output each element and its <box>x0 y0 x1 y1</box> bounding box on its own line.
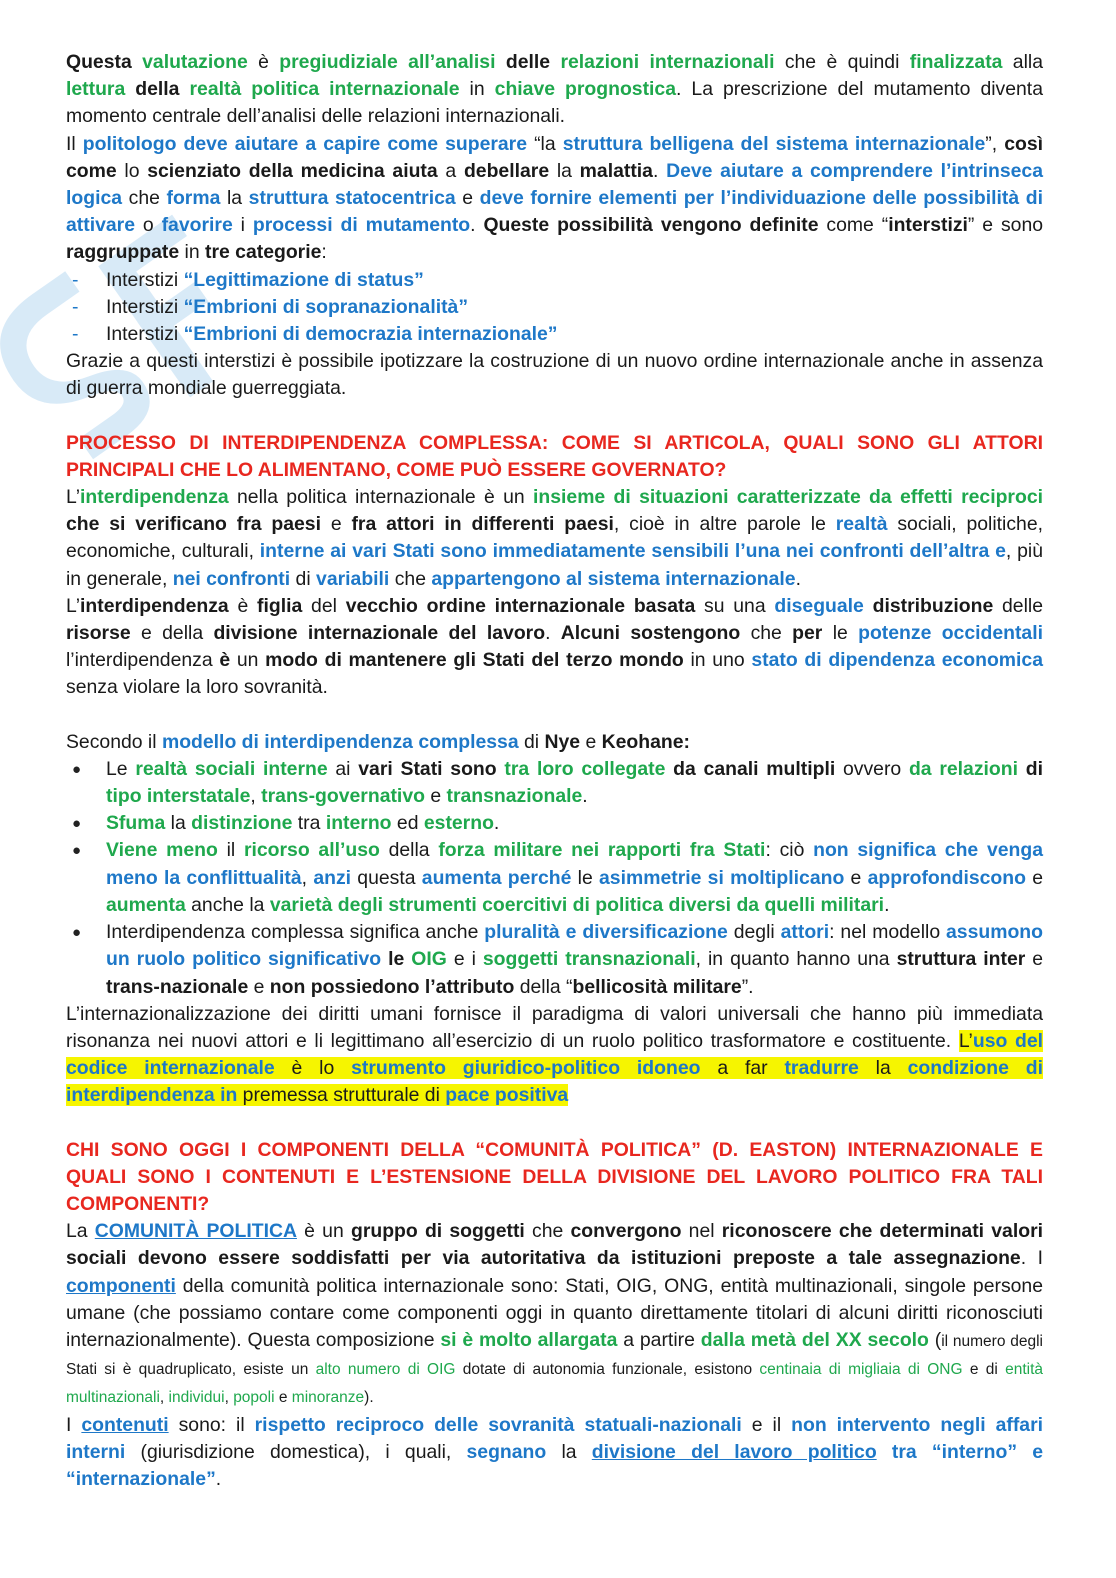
text-run: forma <box>166 187 221 210</box>
text-run: interne ai vari Stati sono immediatamente sensibili l’una nei confronti dell’altra e <box>259 540 1006 563</box>
text-run: rispetto reciproco delle sovranità statuali-nazionali <box>254 1413 742 1436</box>
text-run: pluralità e diversificazione <box>484 921 728 944</box>
text-run: “Embrioni di sopranazionalità” <box>183 295 469 318</box>
text-run: “Embrioni di democrazia internazionale” <box>183 323 558 346</box>
text-run: sono: il <box>168 1413 255 1436</box>
text-run: Alcuni sostengono <box>560 622 741 645</box>
text-run: non significa che venga meno la conflittualità <box>106 839 1043 889</box>
text-run: vari Stati sono <box>358 757 497 780</box>
text-run: OIG <box>411 948 447 971</box>
text-run: approfondiscono <box>867 866 1026 889</box>
text-run: , cioè in altre parole le <box>613 513 836 536</box>
text-run: varietà degli strumenti coercitivi di politica diversi da quelli militari <box>269 893 885 916</box>
text-run: e <box>1025 948 1044 971</box>
text-run: contenuti <box>81 1413 169 1436</box>
text-run: Le <box>106 757 136 780</box>
text-run: relazioni internazionali <box>560 51 775 73</box>
text-run: l’interdipendenza <box>66 649 220 672</box>
text-run: . <box>795 567 801 590</box>
text-run: L’ <box>66 486 81 509</box>
text-run: centinaia di migliaia di ONG <box>759 1361 963 1379</box>
text-run: ”, <box>985 132 1005 155</box>
text-run: ricorso all’uso <box>243 839 380 862</box>
text-run: . <box>545 622 561 645</box>
text-run: tradurre <box>784 1057 859 1080</box>
text-run: tipo interstatale <box>106 785 251 808</box>
text-run <box>877 1441 892 1463</box>
paragraph-grazie: Grazie a questi interstizi è possibile ipotizzare la costruzione di un nuovo ordine internazionale anche in assenza di guerra mondiale guerreggiata. <box>66 350 1043 400</box>
text-run: , più in generale, <box>66 540 1044 590</box>
text-run: “la <box>527 132 563 155</box>
text-run: che <box>122 187 167 210</box>
text-run: così come <box>66 132 1043 182</box>
text-run: di <box>290 567 317 590</box>
text-run: e il <box>741 1413 792 1436</box>
text-run: . <box>884 893 890 916</box>
text-run: della comunità politica internazionale sono: Stati, OIG, ONG, entità multinazionali, singole persone umane (che possiamo contare come componenti oggi in quanto direttamente titolari di alcuni diritti riconosciuti internazionalmente). Questa composizione <box>66 1274 1043 1351</box>
text-run: L’ <box>958 1029 973 1052</box>
text-run: modello di interdipendenza complessa <box>161 730 519 753</box>
text-run: aumenta perché <box>421 866 572 889</box>
text-run: Interstizi <box>106 268 184 291</box>
text-run: Queste possibilità vengono definite <box>483 214 819 237</box>
list-item <box>66 294 1043 321</box>
text-run: del <box>302 594 346 617</box>
text-run: minoranze <box>291 1389 365 1407</box>
text-run: segnano <box>466 1440 547 1463</box>
text-run: è <box>219 649 231 672</box>
text-run: questa <box>351 866 422 889</box>
text-run: è lo <box>274 1057 352 1080</box>
text-run <box>550 51 560 73</box>
text-run: che è quindi <box>774 51 910 73</box>
text-run: tra “interno” e “internazionale” <box>66 1440 1044 1490</box>
text-run: a far <box>700 1057 785 1080</box>
text-run: aumenta <box>106 893 186 916</box>
paragraph-interdipendenza-definizione <box>66 484 1043 593</box>
text-run <box>179 78 189 100</box>
text-run: alto numero di OIG <box>315 1361 456 1379</box>
paragraph-valutazione <box>66 49 1043 131</box>
text-run: della <box>379 839 439 862</box>
text-run: Deve aiutare a comprendere l’intrinseca logica <box>66 159 1043 210</box>
text-run: diseguale <box>774 594 864 617</box>
text-run: (giurisdizione domestica), i quali, <box>125 1440 467 1463</box>
text-run: i <box>232 214 253 237</box>
text-run: Questa <box>66 51 132 73</box>
text-run: , <box>159 1389 169 1407</box>
text-run: e <box>455 187 480 210</box>
text-run: entità multinazionali <box>66 1361 1043 1407</box>
text-run: risorse <box>66 622 131 645</box>
text-run: in uno <box>683 649 752 672</box>
text-run: ”. <box>741 975 754 998</box>
text-run: il <box>217 839 244 862</box>
text-run: le <box>388 948 405 971</box>
text-run: in <box>459 78 495 101</box>
text-run: gruppo di soggetti <box>350 1220 525 1243</box>
text-run: ). <box>364 1389 374 1407</box>
text-run: pregiudiziale all’analisi <box>279 51 496 73</box>
text-run: realtà politica internazionale <box>189 78 460 101</box>
list-item <box>66 267 1043 294</box>
text-run: a partire <box>617 1328 701 1351</box>
text-run: che <box>740 622 793 645</box>
text-run: potenze occidentali <box>858 622 1043 645</box>
text-run: realtà sociali interne <box>135 757 328 780</box>
text-run: trans-governativo <box>261 785 425 808</box>
text-run: . <box>470 214 484 237</box>
text-run: attori <box>780 921 830 944</box>
text-run: trans-nazionale <box>106 975 249 998</box>
text-run: divisione del lavoro politico <box>591 1440 877 1463</box>
text-run: Nye <box>544 730 581 753</box>
text-run: un <box>230 649 266 672</box>
text-run: il numero degli Stati si è quadruplicato, esiste un <box>66 1332 1043 1379</box>
text-run: : ciò <box>765 839 814 862</box>
text-run: le <box>822 622 859 645</box>
text-run: , <box>250 785 262 808</box>
text-run: raggruppate <box>66 241 180 264</box>
text-run: in <box>179 241 205 264</box>
heading-comunita-politica: CHI SONO OGGI I COMPONENTI DELLA “COMUNITÀ POLITICA” (D. EASTON) INTERNAZIONALE E QUALI SONO I CONTENUTI E L’ESTENSIONE DELLA DIVISIONE DEL LAVORO POLITICO FRA TALI COMPONENTI? <box>66 1138 1043 1215</box>
text-run: nel <box>681 1220 722 1243</box>
text-run: . La prescrizione del mutamento diventa momento centrale dell’analisi delle relazioni internazionali. <box>66 78 1043 128</box>
text-run: appartengono al sistema internazionale <box>431 567 796 590</box>
text-run: la <box>858 1057 908 1080</box>
text-run: lettura <box>66 78 126 101</box>
text-run: realtà <box>835 513 888 536</box>
text-run: per <box>792 622 823 645</box>
text-run: e <box>580 730 602 753</box>
text-run: e <box>320 513 352 536</box>
text-run: popoli <box>233 1389 275 1407</box>
text-run: transnazionale <box>446 785 583 808</box>
text-run: valutazione <box>142 51 248 73</box>
text-run <box>864 595 873 617</box>
paragraph-interdipendenza-figlia <box>66 593 1043 702</box>
text-run: non intervento negli affari interni <box>66 1413 1044 1463</box>
text-run: tra <box>292 812 326 835</box>
text-run: Secondo il <box>66 730 162 753</box>
text-run: distinzione <box>191 812 293 835</box>
text-run: che si verificano fra paesi <box>66 513 321 536</box>
text-run: La <box>66 1220 95 1243</box>
text-run: sociali, politiche, economiche, culturali, <box>66 513 1044 563</box>
text-run: favorire <box>161 214 233 237</box>
text-run: nella politica internazionale è un <box>228 486 533 509</box>
text-run: delle <box>505 51 551 73</box>
text-run: . <box>582 785 588 808</box>
text-run: fra attori in differenti paesi <box>351 513 614 536</box>
text-run: e di <box>962 1361 1006 1379</box>
text-run: COMUNITÀ POLITICA <box>94 1220 297 1243</box>
text-run: “Legittimazione di status” <box>183 268 424 291</box>
text-run: soggetti transnazionali <box>482 948 696 971</box>
text-run: insieme di situazioni caratterizzate da effetti reciproci <box>533 486 1043 509</box>
text-run: ” e sono <box>967 214 1044 237</box>
text-run: che <box>524 1220 571 1243</box>
text-run: distribuzione <box>872 594 994 617</box>
text-run: condizione di interdipendenza in <box>66 1057 1043 1107</box>
text-run: Viene meno <box>106 839 218 862</box>
list-item <box>66 837 1043 919</box>
text-run: individui <box>168 1389 225 1407</box>
paragraph-comunita-politica <box>66 1218 1043 1411</box>
text-run: dotate di autonomia funzionale, esistono <box>455 1361 760 1379</box>
text-run: Interstizi <box>106 295 184 318</box>
text-run: interstizi <box>888 214 968 237</box>
text-run: scienziato della medicina aiuta <box>147 159 438 182</box>
document-page <box>66 49 1043 1493</box>
paragraph-politologo <box>66 131 1043 267</box>
list-item <box>66 810 1043 837</box>
text-run: L’ <box>66 594 81 617</box>
text-run: interdipendenza <box>80 486 229 509</box>
text-run: : <box>321 241 327 264</box>
text-run: la <box>165 812 192 835</box>
text-run: forza militare nei rapporti fra Stati <box>438 839 766 862</box>
text-run: Sfuma <box>106 812 166 835</box>
text-run: anzi <box>313 866 352 889</box>
text-run: politologo deve aiutare a capire come superare <box>82 132 528 155</box>
text-run: pace positiva <box>445 1084 569 1107</box>
text-run: . <box>215 1467 222 1490</box>
spacer <box>66 1110 1043 1137</box>
text-run: e <box>248 975 270 998</box>
text-run: processi di mutamento <box>252 214 471 237</box>
text-run: asimmetrie si moltiplicano <box>599 866 845 889</box>
text-run: e <box>844 866 868 889</box>
text-run: ovvero <box>835 757 909 780</box>
text-run: , in quanto hanno una <box>695 948 897 971</box>
text-run: senza violare la loro sovranità. <box>66 676 328 699</box>
modello-bullet-list <box>66 756 1043 1001</box>
text-run: e <box>274 1389 292 1407</box>
text-run: è <box>247 51 280 73</box>
text-run <box>125 78 135 100</box>
text-run: alla <box>1002 51 1043 73</box>
text-run: interdipendenza <box>80 594 229 617</box>
text-run: dalla metà del XX secolo <box>700 1328 929 1351</box>
text-run: e <box>424 785 447 808</box>
text-run: interno <box>325 812 392 835</box>
text-run: non possiedono l’attributo <box>269 975 515 998</box>
text-run: . <box>652 159 667 182</box>
text-run: premessa strutturale di <box>237 1084 446 1107</box>
text-run: di <box>1025 757 1044 780</box>
text-run: , <box>301 866 314 889</box>
text-run: vecchio ordine internazionale basata <box>345 594 696 617</box>
text-run <box>132 51 142 73</box>
text-run: ed <box>391 812 424 835</box>
text-run: nei confronti <box>172 567 291 590</box>
text-run: a <box>437 159 464 182</box>
text-run: Interdipendenza complessa significa anche <box>106 921 485 944</box>
text-run: strumento giuridico-politico idoneo <box>351 1057 701 1080</box>
text-run: e della <box>130 622 214 645</box>
text-run: la <box>546 1440 592 1463</box>
paragraph-modello <box>66 729 1043 756</box>
text-run: Interstizi <box>106 323 184 346</box>
text-run: . <box>493 812 500 835</box>
text-run: da relazioni <box>908 757 1019 780</box>
text-run: degli <box>727 921 781 944</box>
text-run: chiave prognostica <box>494 78 677 101</box>
text-run: o <box>135 214 162 237</box>
text-run: ( <box>928 1328 942 1351</box>
interstizi-list <box>66 267 1043 349</box>
text-run: di <box>518 730 545 753</box>
text-run: divisione internazionale del lavoro <box>213 622 546 645</box>
text-run: che <box>389 567 432 590</box>
text-run: deve fornire elementi per l’individuazione delle possibilità di attivare <box>66 187 1043 237</box>
list-item <box>66 321 1043 348</box>
spacer <box>66 403 1043 430</box>
text-run: componenti <box>66 1274 176 1297</box>
text-run: delle <box>993 594 1043 617</box>
text-run: tre categorie <box>205 241 322 264</box>
text-run: Keohane: <box>601 730 690 753</box>
text-run: lo <box>116 159 148 182</box>
list-item <box>66 756 1043 810</box>
text-run: modo di mantenere gli Stati del terzo mondo <box>265 649 684 672</box>
text-run: e <box>1025 866 1044 889</box>
text-run: , <box>224 1389 234 1407</box>
text-run: Il <box>66 132 83 155</box>
text-run: anche la <box>185 893 270 916</box>
text-run: riconoscere che determinati valori sociali devono essere soddisfatti per via autoritativa da istituzioni preposte a tale assegnazione <box>66 1220 1043 1270</box>
text-run: è <box>228 594 258 617</box>
spacer <box>66 702 1043 729</box>
paragraph-contenuti <box>66 1412 1043 1494</box>
text-run: è un <box>296 1220 351 1243</box>
text-run: si è molto allargata <box>440 1328 618 1351</box>
text-run: debellare <box>463 159 550 182</box>
text-run: tra loro collegate <box>504 757 666 780</box>
text-run: la <box>220 187 249 210</box>
text-run: assumono un ruolo politico significativo <box>106 921 1043 971</box>
text-run: malattia <box>579 159 653 182</box>
text-run: da canali multipli <box>673 757 836 780</box>
text-run: I <box>66 1413 82 1436</box>
text-run <box>495 51 505 73</box>
text-run: stato di dipendenza economica <box>751 649 1044 672</box>
text-run: le <box>571 866 600 889</box>
text-run: della “ <box>514 975 573 998</box>
text-run: . I <box>1020 1247 1043 1270</box>
text-run <box>665 758 673 780</box>
text-run: : nel modello <box>829 921 947 944</box>
list-item <box>66 919 1043 1001</box>
text-run: esterno <box>423 812 494 835</box>
heading-interdipendenza: PROCESSO DI INTERDIPENDENZA COMPLESSA: COME SI ARTICOLA, QUALI SONO GLI ATTORI PRINCIPALI CHE LO ALIMENTANO, COME PUÒ ESSERE GOVERNATO? <box>66 431 1043 481</box>
text-run: ai <box>327 757 359 780</box>
text-run: convergono <box>570 1220 682 1243</box>
text-run: struttura belligena del sistema internazionale <box>562 132 986 155</box>
text-run: struttura statocentrica <box>248 187 456 210</box>
text-run: uso del codice internazionale <box>66 1029 1043 1080</box>
text-run: bellicosità militare <box>572 975 742 998</box>
text-run: variabili <box>316 567 390 590</box>
paragraph-internazionalizzazione <box>66 1001 1043 1110</box>
text-run: L’internazionalizzazione dei diritti umani fornisce il paradigma di valori universali che hanno più immediata risonanza nei nuovi attori e li legittimano all’esercizio di un ruolo politico trasformatore e costituente. <box>66 1002 1043 1052</box>
text-run: struttura inter <box>896 948 1026 971</box>
text-run: finalizzata <box>909 51 1003 73</box>
text-run: della <box>135 78 180 101</box>
text-run: la <box>549 159 580 182</box>
text-run: figlia <box>257 594 303 617</box>
text-run <box>1018 758 1026 780</box>
text-run: su una <box>695 594 775 617</box>
text-run: come “ <box>818 214 889 237</box>
text-run: e i <box>446 948 483 971</box>
